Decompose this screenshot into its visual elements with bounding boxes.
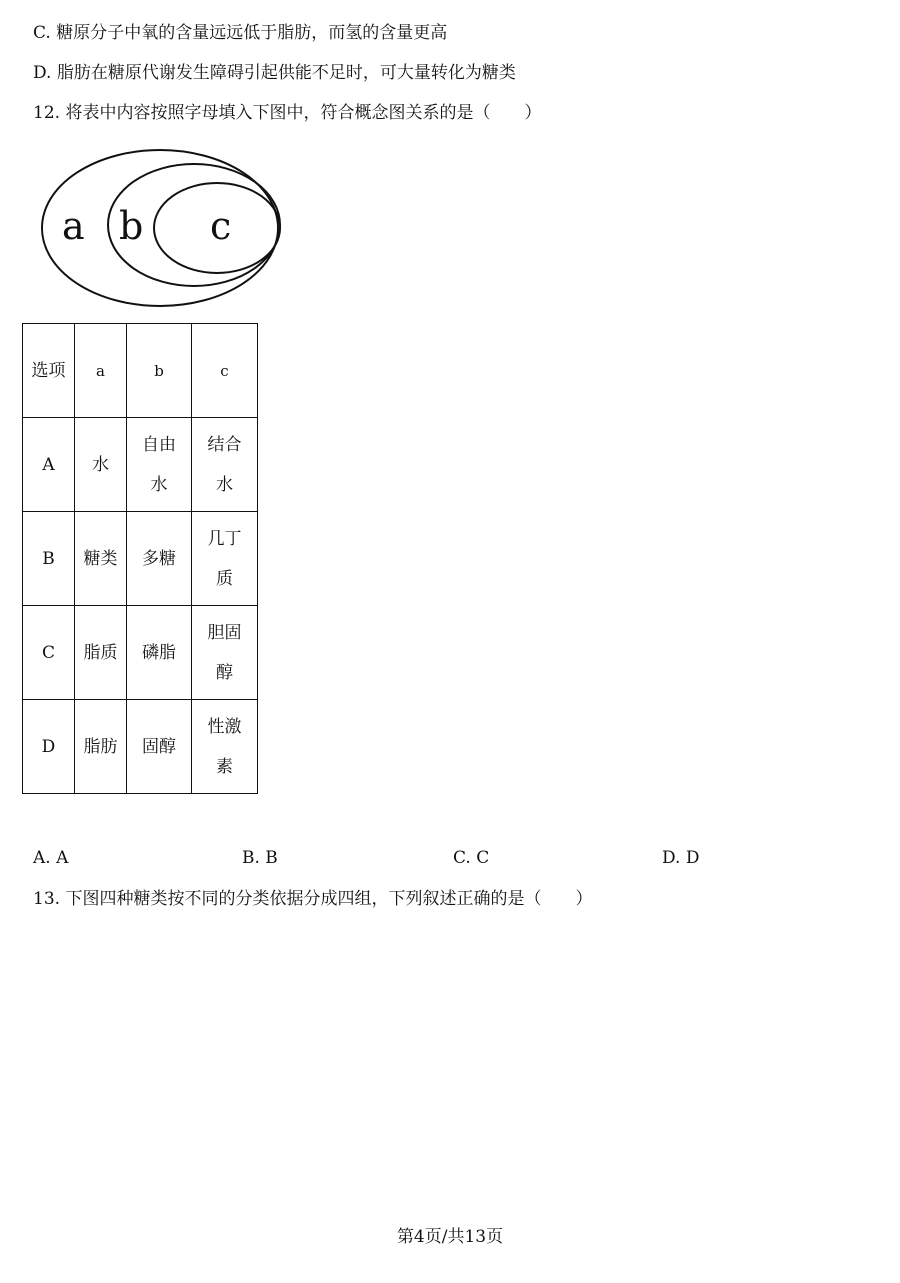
table-row: [23, 700, 258, 794]
option-c-text: C. 糖原分子中氧的含量远远低于脂肪，而氢的含量更高: [33, 23, 448, 43]
table-cell: 胆固醇: [192, 606, 258, 700]
header-cell: a: [75, 324, 127, 418]
question-12: 12. 将表中内容按照字母填入下图中，符合概念图关系的是（ ）: [33, 103, 542, 123]
answer-choice-a[interactable]: A. A: [33, 848, 69, 868]
answer-choice-c[interactable]: C. C: [453, 848, 490, 868]
table-cell: 多糖: [127, 512, 192, 606]
header-cell: c: [192, 324, 258, 418]
table-cell: D: [23, 700, 75, 794]
table-header-row: [23, 324, 258, 418]
table-cell: 脂肪: [75, 700, 127, 794]
table-row: [23, 418, 258, 512]
label-b: b: [119, 204, 144, 248]
answer-choices: [0, 848, 900, 870]
table-cell: C: [23, 606, 75, 700]
label-c: c: [210, 204, 232, 248]
answer-choice-d[interactable]: D. D: [662, 848, 700, 868]
question-13: 13. 下图四种糖类按不同的分类依据分成四组，下列叙述正确的是（ ）: [33, 889, 593, 909]
answer-choice-b[interactable]: B. B: [242, 848, 278, 868]
label-a: a: [62, 204, 85, 248]
table-cell: 固醇: [127, 700, 192, 794]
table-cell: 结合水: [192, 418, 258, 512]
table-cell: 磷脂: [127, 606, 192, 700]
table-row: [23, 606, 258, 700]
header-cell: b: [127, 324, 192, 418]
table-cell: 几丁质: [192, 512, 258, 606]
table-cell: B: [23, 512, 75, 606]
table-cell: 脂质: [75, 606, 127, 700]
page-footer: 第4页/共13页: [396, 1227, 504, 1247]
table-cell: 糖类: [75, 512, 127, 606]
table-row: [23, 512, 258, 606]
table-cell: 性激素: [192, 700, 258, 794]
table-cell: 自由水: [127, 418, 192, 512]
table-cell: A: [23, 418, 75, 512]
option-d-text: D. 脂肪在糖原代谢发生障碍引起供能不足时，可大量转化为糖类: [33, 63, 516, 83]
options-table: [22, 323, 258, 794]
header-cell: 选项: [23, 324, 75, 418]
concept-diagram: [40, 145, 300, 315]
table-cell: 水: [75, 418, 127, 512]
